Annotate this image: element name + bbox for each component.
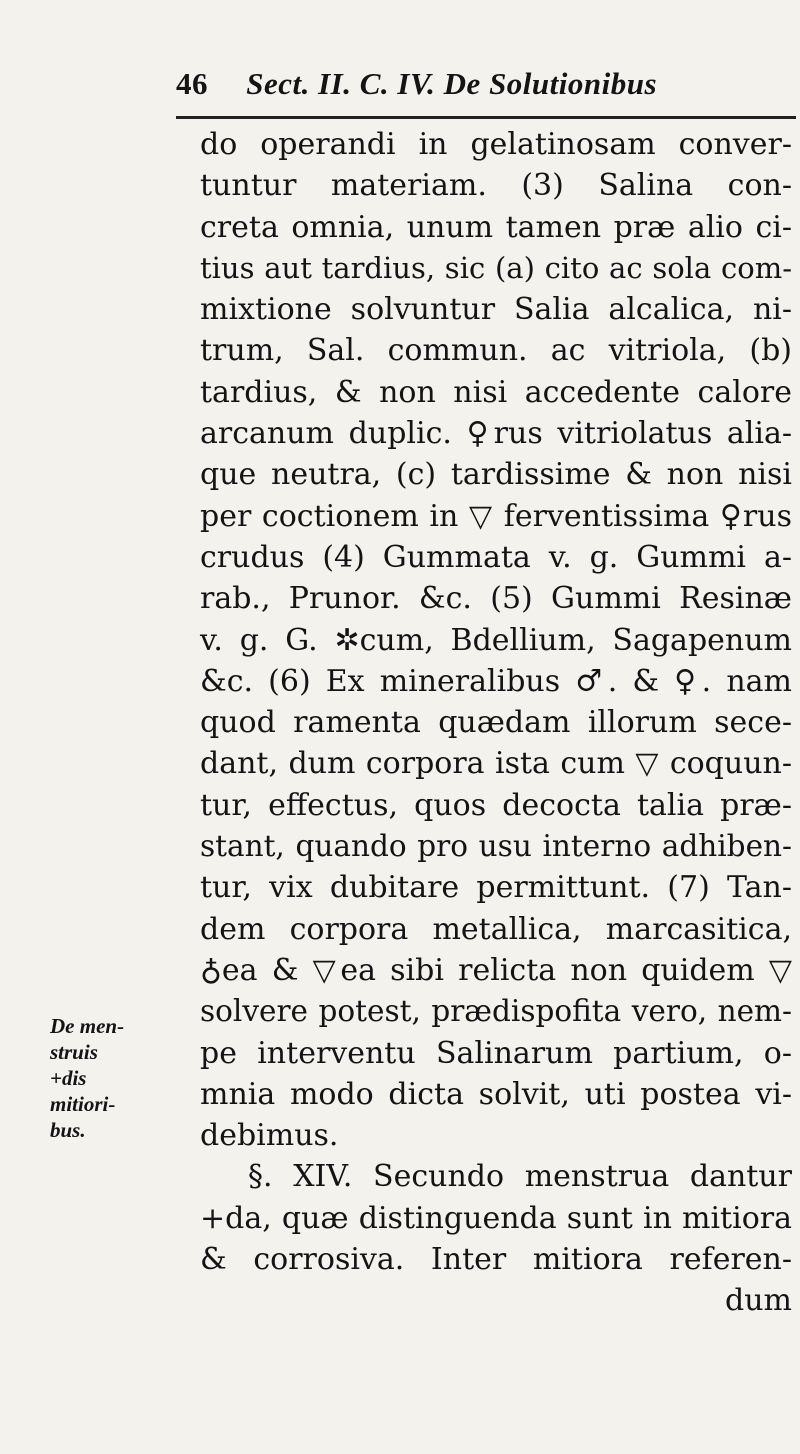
- text-line: ♁ea & ▽ea sibi relicta non quidem ▽: [200, 952, 792, 988]
- text-line: trum, Sal. commun. ac vitriola, (b): [200, 333, 792, 369]
- text-line: do operandi in gelatinosam conver-: [200, 127, 792, 162]
- text-line: dem corpora metallica, marcasitica,: [200, 911, 792, 947]
- catchword: dum: [725, 1283, 792, 1319]
- text-line: stant, quando pro usu interno adhiben-: [200, 829, 792, 864]
- text-line: mnia modo dicta solvit, uti postea vi-: [200, 1076, 792, 1112]
- text-line: quod ramenta quædam illorum sece-: [200, 705, 792, 741]
- running-title: Sect. II. C. IV. De Solutionibus: [246, 66, 658, 101]
- text-line: tur, vix dubitare permittunt. (7) Tan-: [200, 870, 792, 906]
- text-line: tius aut tardius, sic (a) cito ac sola com-: [200, 250, 792, 285]
- text-line: rab., Prunor. &c. (5) Gummi Resinæ: [200, 581, 792, 617]
- body-text: [200, 124, 800, 1322]
- text-line: tardius, & non nisi accedente calore: [200, 374, 792, 410]
- text-line: per coctionem in ▽ ferventissima ♀rus: [200, 498, 792, 534]
- text-line: solvere potest, prædispofita vero, nem-: [200, 994, 792, 1029]
- text-line: v. g. G. ✲cum, Bdellium, Sagapenum: [200, 622, 792, 658]
- text-line: +da, quæ distinguenda sunt in mitiora: [200, 1200, 792, 1236]
- page-number: 46: [176, 66, 208, 101]
- text-line: &c. (6) Ex mineralibus ♂. & ♀. nam: [200, 663, 792, 699]
- text-line: crudus (4) Gummata v. g. Gummi a-: [200, 539, 792, 575]
- text-line: tur, effectus, quos decocta talia præ-: [200, 787, 792, 823]
- margin-note-line: bus.: [50, 1118, 86, 1142]
- text-line: pe interventu Salinarum partium, o-: [200, 1035, 792, 1071]
- text-line: creta omnia, unum tamen præ alio ci-: [200, 209, 792, 245]
- margin-note-line: mitiori-: [50, 1092, 116, 1116]
- text-line: dant, dum corpora ista cum ▽ coquun-: [200, 746, 792, 782]
- text-line: & corrosiva. Inter mitiora referen-: [200, 1242, 792, 1278]
- header-rule: [176, 116, 796, 119]
- margin-note: [50, 1013, 180, 1143]
- text-line: mixtione solvuntur Salia alcalica, ni-: [200, 292, 792, 328]
- margin-note-line: +dis: [50, 1066, 87, 1090]
- text-line: tuntur materiam. (3) Salina con-: [200, 168, 792, 204]
- text-line: debimus.: [200, 1118, 339, 1154]
- margin-note-line: De men-: [50, 1014, 125, 1038]
- page-header: [176, 66, 796, 114]
- text-line: arcanum duplic. ♀rus vitriolatus alia-: [200, 416, 792, 452]
- margin-note-line: struis: [50, 1040, 98, 1064]
- text-line: que neutra, (c) tardissime & non nisi: [200, 457, 792, 493]
- section-heading-line: §. XIV. Secundo menstrua dantur: [248, 1159, 792, 1195]
